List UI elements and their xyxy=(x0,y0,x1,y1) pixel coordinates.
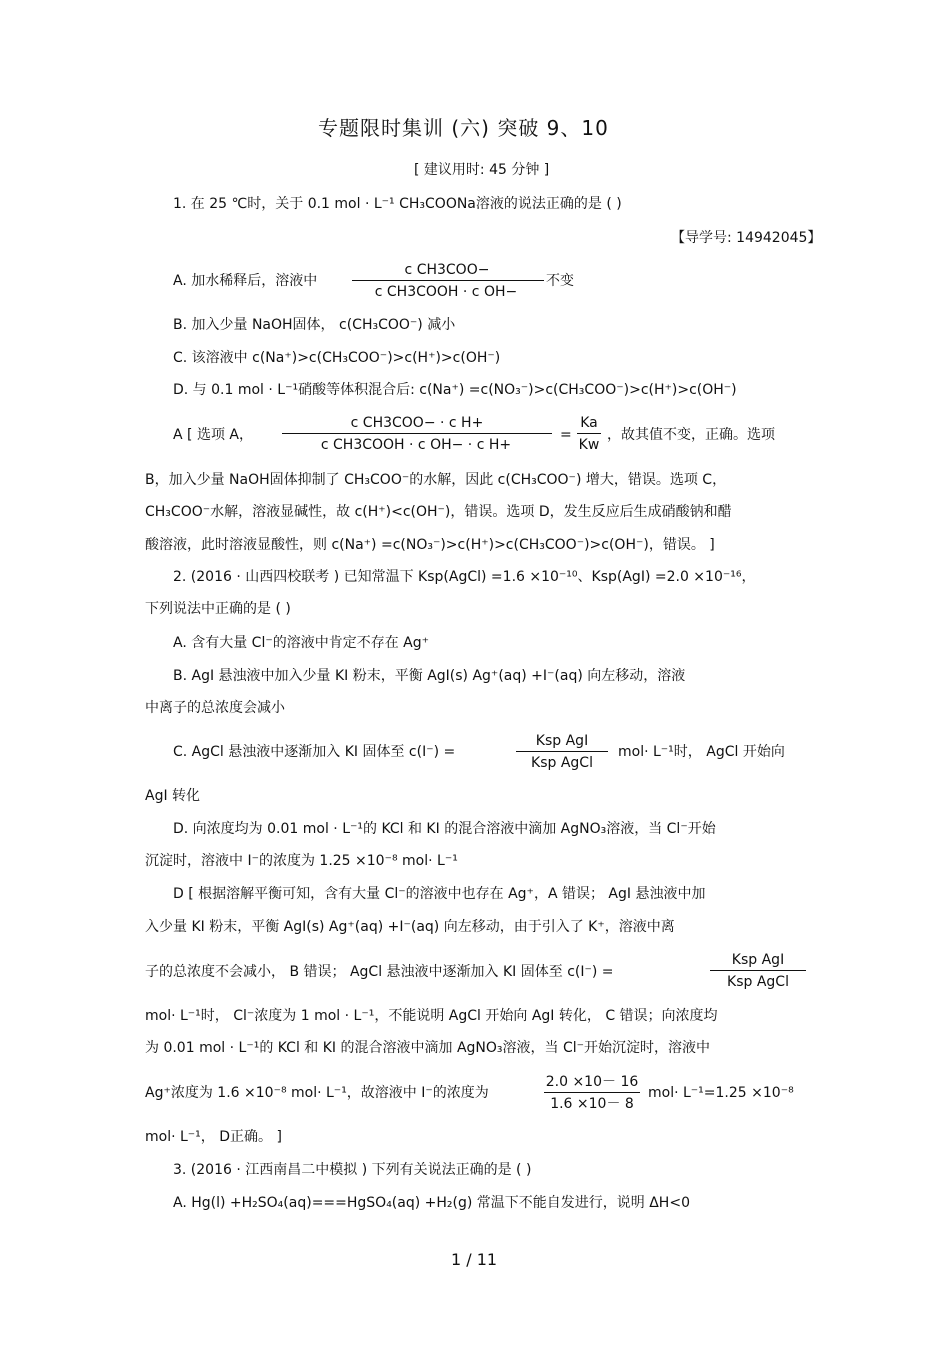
q2-answer-line: D [ 根据溶解平衡可知，含有大量 Cl⁻的溶液中也存在 Ag⁺，A 错误； AgI 悬浊液中加 xyxy=(173,886,706,902)
q2-option-b: B. AgI 悬浊液中加入少量 KI 粉末，平衡 AgI(s) Ag⁺(aq) +I⁻(aq) 向左移动，溶液 xyxy=(173,668,686,684)
q2-answer-numerator: 2.0 ×10－ 16 xyxy=(545,1074,639,1090)
q2-option-c-suffix: mol· L⁻¹时， AgCl 开始向 xyxy=(618,744,785,760)
fraction-bar xyxy=(516,751,608,752)
page-number: 1 / 11 xyxy=(451,1250,498,1269)
fraction-bar xyxy=(544,1092,640,1093)
fraction-bar xyxy=(352,280,544,281)
suggested-time: [ 建议用时: 45 分钟 ] xyxy=(414,162,550,178)
q2-stem: 2. (2016 · 山西四校联考 ) 已知常温下 Ksp(AgCl) =1.6 ×10⁻¹⁰、Ksp(AgI) =2.0 ×10⁻¹⁶， xyxy=(173,569,756,585)
q1-answer-ka: Ka xyxy=(580,415,598,431)
q2-option-c: AgI 转化 xyxy=(145,788,201,804)
q2-stem: 下列说法中正确的是 ( ) xyxy=(145,601,291,617)
fraction-bar xyxy=(710,970,806,971)
q1-answer-line: CH₃COO⁻水解，溶液显碱性，故 c(H⁺)<c(OH⁻)，错误。选项 D，发生反应后生成硝酸钠和醋 xyxy=(145,504,732,520)
q1-answer-suffix: ，故其值不变，正确。选项 xyxy=(607,427,775,443)
q1-option-c: C. 该溶液中 c(Na⁺)>c(CH₃COO⁻)>c(H⁺)>c(OH⁻) xyxy=(173,350,501,366)
q2-answer-line: mol· L⁻¹， D正确。 ] xyxy=(145,1129,282,1145)
q2-answer-prefix: 子的总浓度不会减小， B 错误； AgCl 悬浊液中逐渐加入 KI 固体至 c(I⁻) = xyxy=(145,964,614,980)
q1-option-b: B. 加入少量 NaOH固体， c(CH₃COO⁻) 减小 xyxy=(173,317,456,333)
q1-answer-prefix: A [ 选项 A， xyxy=(173,427,253,443)
q2-answer-denominator: 1.6 ×10－ 8 xyxy=(550,1096,634,1112)
q2-option-c-denominator: Ksp AgCl xyxy=(531,755,593,771)
page-title: 专题限时集训 (六) 突破 9、10 xyxy=(318,116,609,140)
q2-option-a: A. 含有大量 Cl⁻的溶液中肯定不存在 Ag⁺ xyxy=(173,635,430,651)
q1-answer-denominator: c CH3COOH · c OH− · c H+ xyxy=(320,437,512,453)
q1-option-d: D. 与 0.1 mol · L⁻¹硝酸等体积混合后: c(Na⁺) =c(NO₃⁻)>c(CH₃COO⁻)>c(H⁺)>c(OH⁻) xyxy=(173,382,737,398)
q2-answer-suffix: mol· L⁻¹=1.25 ×10⁻⁸ xyxy=(648,1085,794,1101)
q1-answer-line: 酸溶液，此时溶液显酸性，则 c(Na⁺) =c(NO₃⁻)>c(H⁺)>c(CH₃COO⁻)>c(OH⁻)，错误。 ] xyxy=(145,537,715,553)
q2-option-d: D. 向浓度均为 0.01 mol · L⁻¹的 KCl 和 KI 的混合溶液中滴加 AgNO₃溶液，当 Cl⁻开始 xyxy=(173,821,716,837)
q1-option-a-suffix: 不变 xyxy=(546,273,574,289)
q2-option-c-numerator: Ksp AgI xyxy=(535,733,589,749)
q3-stem: 3. (2016 · 江西南昌二中模拟 ) 下列有关说法正确的是 ( ) xyxy=(173,1162,532,1178)
q2-answer-line: 为 0.01 mol · L⁻¹的 KCl 和 KI 的混合溶液中滴加 AgNO₃溶液，当 Cl⁻开始沉淀时，溶液中 xyxy=(145,1040,711,1056)
fraction-bar xyxy=(577,433,601,434)
q1-answer-numerator: c CH3COO− · c H+ xyxy=(350,415,484,431)
q2-answer-line: mol· L⁻¹时， Cl⁻浓度为 1 mol · L⁻¹，不能说明 AgCl 开始向 AgI 转化， C 错误；向浓度均 xyxy=(145,1008,718,1024)
q2-option-d: 沉淀时，溶液中 I⁻的浓度为 1.25 ×10⁻⁸ mol· L⁻¹ xyxy=(145,853,458,869)
q1-answer-line: B，加入少量 NaOH固体抑制了 CH₃COO⁻的水解，因此 c(CH₃COO⁻) 增大，错误。选项 C， xyxy=(145,472,727,488)
q2-answer-line: 入少量 KI 粉末，平衡 AgI(s) Ag⁺(aq) +I⁻(aq) 向左移动，由于引入了 K⁺，溶液中离 xyxy=(145,919,675,935)
equals-sign: = xyxy=(560,427,572,443)
q3-option-a: A. Hg(l) +H₂SO₄(aq)===HgSO₄(aq) +H₂(g) 常温下不能自发进行，说明 ΔH<0 xyxy=(173,1195,690,1211)
q1-option-a-denominator: c CH3COOH · c OH− xyxy=(374,284,518,300)
q2-answer-denominator: Ksp AgCl xyxy=(727,974,789,990)
q1-stem: 1. 在 25 ℃时，关于 0.1 mol · L⁻¹ CH₃COONa溶液的说法正确的是 ( ) xyxy=(173,196,622,212)
q2-answer-prefix: Ag⁺浓度为 1.6 ×10⁻⁸ mol· L⁻¹，故溶液中 I⁻的浓度为 xyxy=(145,1085,489,1101)
q1-answer-kw: Kw xyxy=(578,437,600,453)
q2-option-c-prefix: C. AgCl 悬浊液中逐渐加入 KI 固体至 c(I⁻) = xyxy=(173,744,456,760)
q2-answer-numerator: Ksp AgI xyxy=(731,952,785,968)
q1-option-a-numerator: c CH3COO− xyxy=(404,262,490,278)
q1-option-a-prefix: A. 加水稀释后，溶液中 xyxy=(173,273,318,289)
q1-guide-number: 【导学号: 14942045】 xyxy=(671,230,822,246)
q2-option-b: 中离子的总浓度会减小 xyxy=(145,700,285,716)
fraction-bar xyxy=(282,433,552,434)
